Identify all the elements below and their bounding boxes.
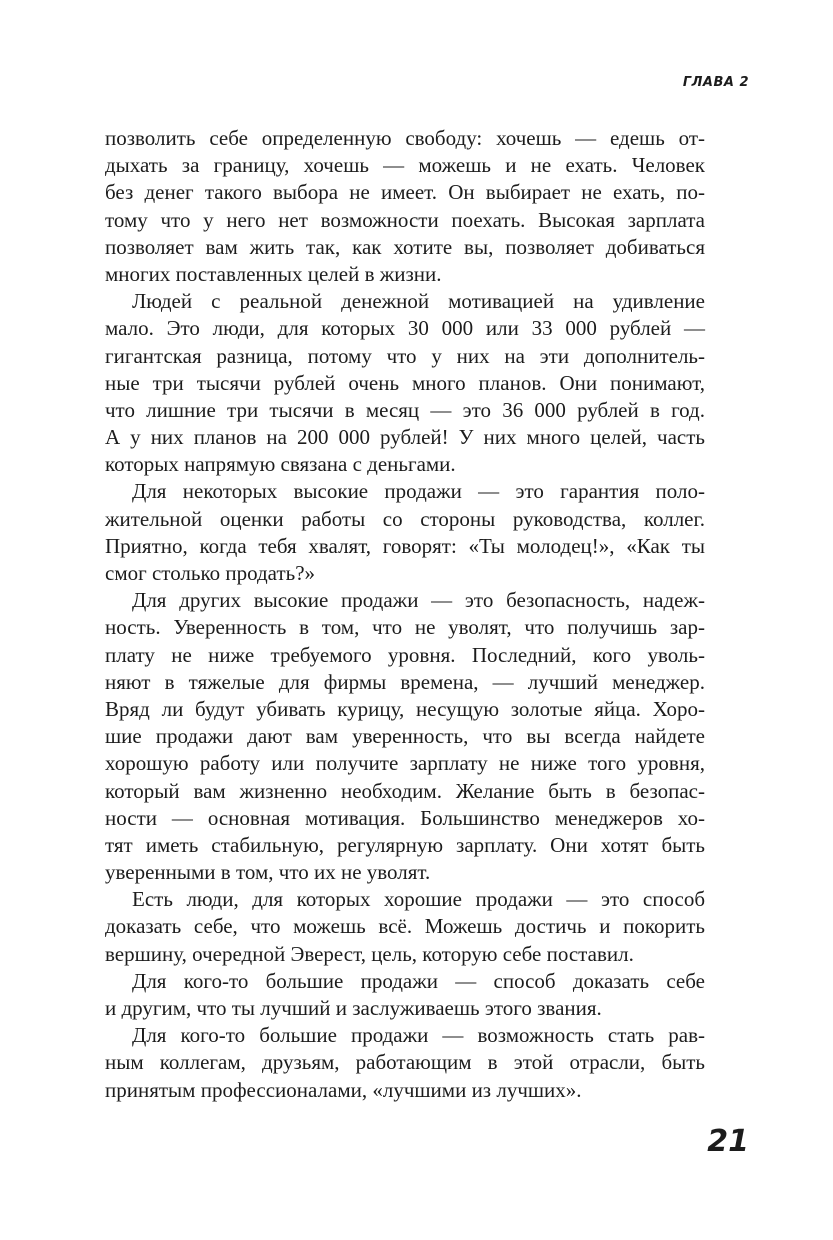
text-line: жительной оценки работы со стороны руководства, коллег. (105, 506, 705, 531)
running-head-chapter: ГЛАВА 2 (682, 75, 749, 90)
text-line: смог столько продать?» (105, 561, 316, 585)
text-line: Есть люди, для которых хорошие продажи — это способ (132, 887, 705, 912)
text-line: хорошую работу или получите зарплату не ниже того уровня, (105, 751, 705, 776)
text-line: позволить себе определенную свободу: хочешь — едешь от- (105, 126, 705, 150)
text-line: Для кого-то большие продажи — возможность стать рав- (132, 1023, 705, 1048)
text-line: доказать себе, что можешь всё. Можешь достичь и покорить (105, 914, 705, 939)
text-line: тому что у него нет возможности поехать. Высокая зарплата (105, 207, 705, 232)
text-line: гигантская разница, потому что у них на эти дополнитель- (105, 343, 705, 368)
text-line: который вам жизненно необходим. Желание быть в безопас- (105, 778, 705, 803)
text-line: ным коллегам, друзьям, работающим в этой отрасли, быть (105, 1050, 705, 1075)
text-line: мало. Это люди, для которых 30 000 или 33 000 рублей — (105, 316, 705, 341)
text-line: Для некоторых высокие продажи — это гарантия поло- (132, 479, 705, 504)
text-line: принятым профессионалами, «лучшими из лучших». (105, 1077, 582, 1102)
text-line: ность. Уверенность в том, что не уволят, что получишь зар- (105, 615, 705, 640)
text-line: Приятно, когда тебя хвалят, говорят: «Ты молодец!», «Как ты (105, 533, 705, 558)
text-line: дыхать за границу, хочешь — можешь и не ехать. Человек (105, 153, 705, 178)
text-line: позволяет вам жить так, как хотите вы, позволяет добиваться (105, 234, 705, 259)
text-line: ности — основная мотивация. Большинство менеджеров хо- (105, 805, 705, 830)
text-line: Вряд ли будут убивать курицу, несущую золотые яйца. Хоро- (105, 696, 705, 721)
text-line: Для других высокие продажи — это безопасность, надеж- (132, 588, 705, 613)
text-line: А у них планов на 200 000 рублей! У них много целей, часть (105, 425, 705, 450)
text-line: вершину, очередной Эверест, цель, которую себе поставил. (105, 941, 634, 966)
text-line: няют в тяжелые для фирмы времена, — лучший менеджер. (105, 669, 705, 694)
body-text (105, 125, 705, 1104)
text-line: ные три тысячи рублей очень много планов. Они понимают, (105, 370, 705, 395)
text-line: Людей с реальной денежной мотивацией на удивление (132, 289, 705, 314)
text-line: тят иметь стабильную, регулярную зарплату. Они хотят быть (105, 832, 705, 857)
text-line: уверенными в том, что их не уволят. (105, 860, 431, 885)
text-line: Для кого-то большие продажи — способ доказать себе (132, 968, 705, 993)
page-number: 21 (707, 1124, 749, 1159)
text-line: без денег такого выбора не имеет. Он выбирает не ехать, по- (105, 180, 705, 205)
text-line: что лишние три тысячи в месяц — это 36 000 рублей в год. (105, 397, 705, 422)
text-line: которых напрямую связана с деньгами. (105, 452, 456, 477)
text-line: шие продажи дают вам уверенность, что вы всегда найдете (105, 724, 705, 749)
text-line: и другим, что ты лучший и заслуживаешь этого звания. (105, 996, 602, 1020)
text-line: плату не ниже требуемого уровня. Последний, кого уволь- (105, 642, 705, 667)
text-line: многих поставленных целей в жизни. (105, 261, 442, 286)
